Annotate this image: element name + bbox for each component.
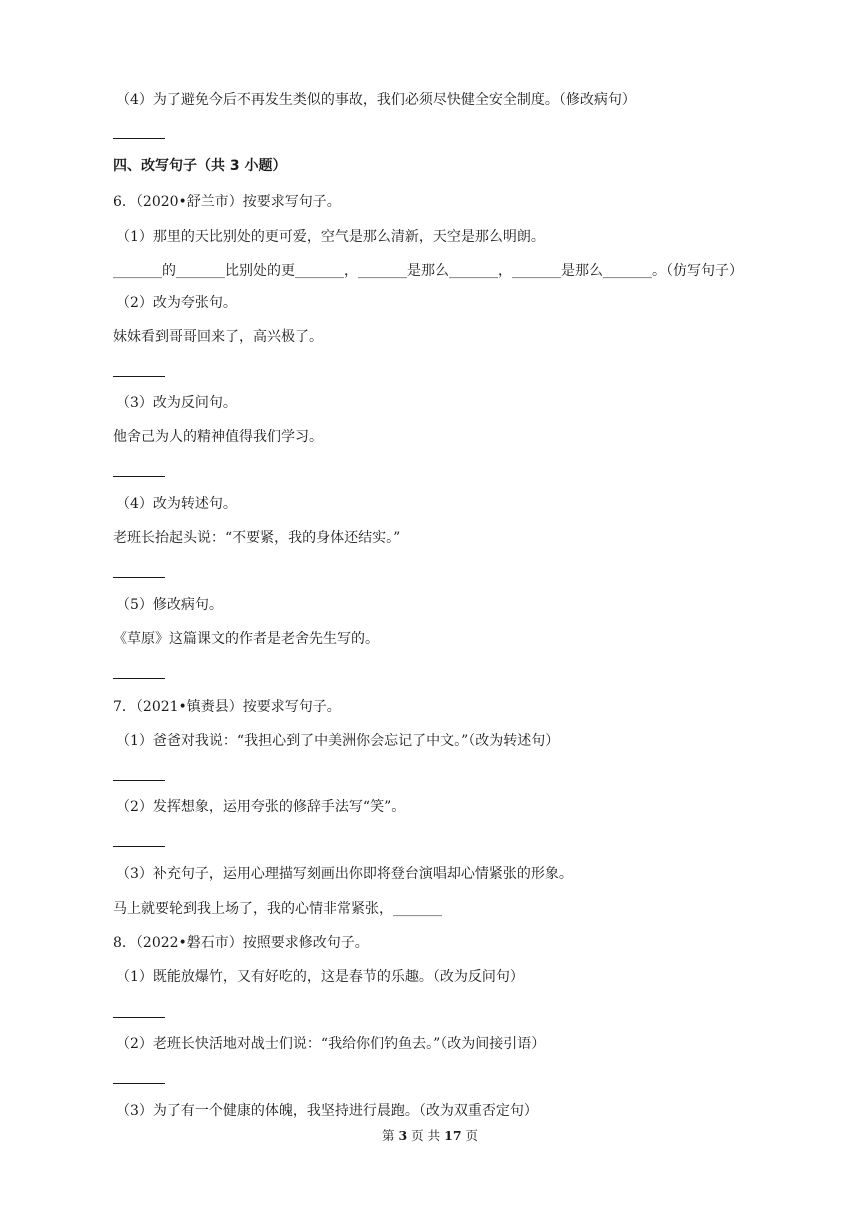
- footer-middle: 页 共: [411, 1128, 441, 1143]
- answer-line: [113, 476, 165, 477]
- answer-line: [113, 138, 165, 139]
- footer-total-pages: 17: [444, 1128, 462, 1143]
- q6-item-5-sentence: 《草原》这篇课文的作者是老舍先生写的。: [113, 631, 379, 647]
- section-heading: 四、改写句子（共 3 小题）: [113, 158, 287, 174]
- answer-line: [113, 577, 165, 578]
- q5-item-4: （4）为了避免今后不再发生类似的事故，我们必须尽快健全安全制度。（修改病句）: [116, 92, 636, 108]
- footer-suffix: 页: [465, 1128, 479, 1143]
- footer-page-number: 3: [398, 1128, 408, 1143]
- footer-prefix: 第: [381, 1128, 395, 1143]
- q6-item-4: （4）改为转述句。: [116, 496, 237, 512]
- q6-item-5: （5）修改病句。: [116, 597, 223, 613]
- q6-item-2-sentence: 妹妹看到哥哥回来了，高兴极了。: [113, 329, 323, 345]
- q7-item-3: （3）补充句子，运用心理描写刻画出你即将登台演唱却心情紧张的形象。: [116, 866, 573, 882]
- question-6-stem: 6．（2020•舒兰市）按要求写句子。: [113, 194, 341, 210]
- q6-item-2: （2）改为夸张句。: [116, 295, 237, 311]
- answer-line: [113, 846, 165, 847]
- q7-item-2: （2）发挥想象，运用夸张的修辞手法写“笑”。: [116, 799, 406, 815]
- question-7-stem: 7．（2021•镇赉县）按要求写句子。: [113, 699, 341, 715]
- q8-item-1: （1）既能放爆竹，又有好吃的，这是春节的乐趣。（改为反问句）: [116, 969, 524, 985]
- page-footer: [0, 1128, 860, 1144]
- q8-item-2: （2）老班长快活地对战士们说：“我给你们钓鱼去。”（改为间接引语）: [116, 1036, 546, 1052]
- q6-item-4-sentence: 老班长抬起头说：“不要紧，我的身体还结实。”: [113, 530, 401, 546]
- answer-line: [113, 376, 165, 377]
- q7-item-3-fill: 马上就要轮到我上场了，我的心情非常紧张，_______: [113, 901, 442, 917]
- question-8-stem: 8．（2022•磐石市）按照要求修改句子。: [113, 935, 369, 951]
- q7-item-1: （1）爸爸对我说：“我担心到了中美洲你会忘记了中文。”（改为转述句）: [116, 733, 560, 749]
- answer-line: [113, 780, 165, 781]
- q6-item-3: （3）改为反问句。: [116, 395, 237, 411]
- q6-item-3-sentence: 他舍己为人的精神值得我们学习。: [113, 429, 323, 445]
- q6-item-1-fill: _______的_______比别处的更_______，_______是那么_______，_______是那么_______。（仿写句子）: [113, 263, 743, 279]
- answer-line: [113, 678, 165, 679]
- answer-line: [113, 1083, 165, 1084]
- answer-line: [113, 1017, 165, 1018]
- q8-item-3: （3）为了有一个健康的体魄，我坚持进行晨跑。（改为双重否定句）: [116, 1103, 538, 1119]
- q6-item-1: （1）那里的天比别处的更可爱，空气是那么清新，天空是那么明朗。: [116, 229, 545, 245]
